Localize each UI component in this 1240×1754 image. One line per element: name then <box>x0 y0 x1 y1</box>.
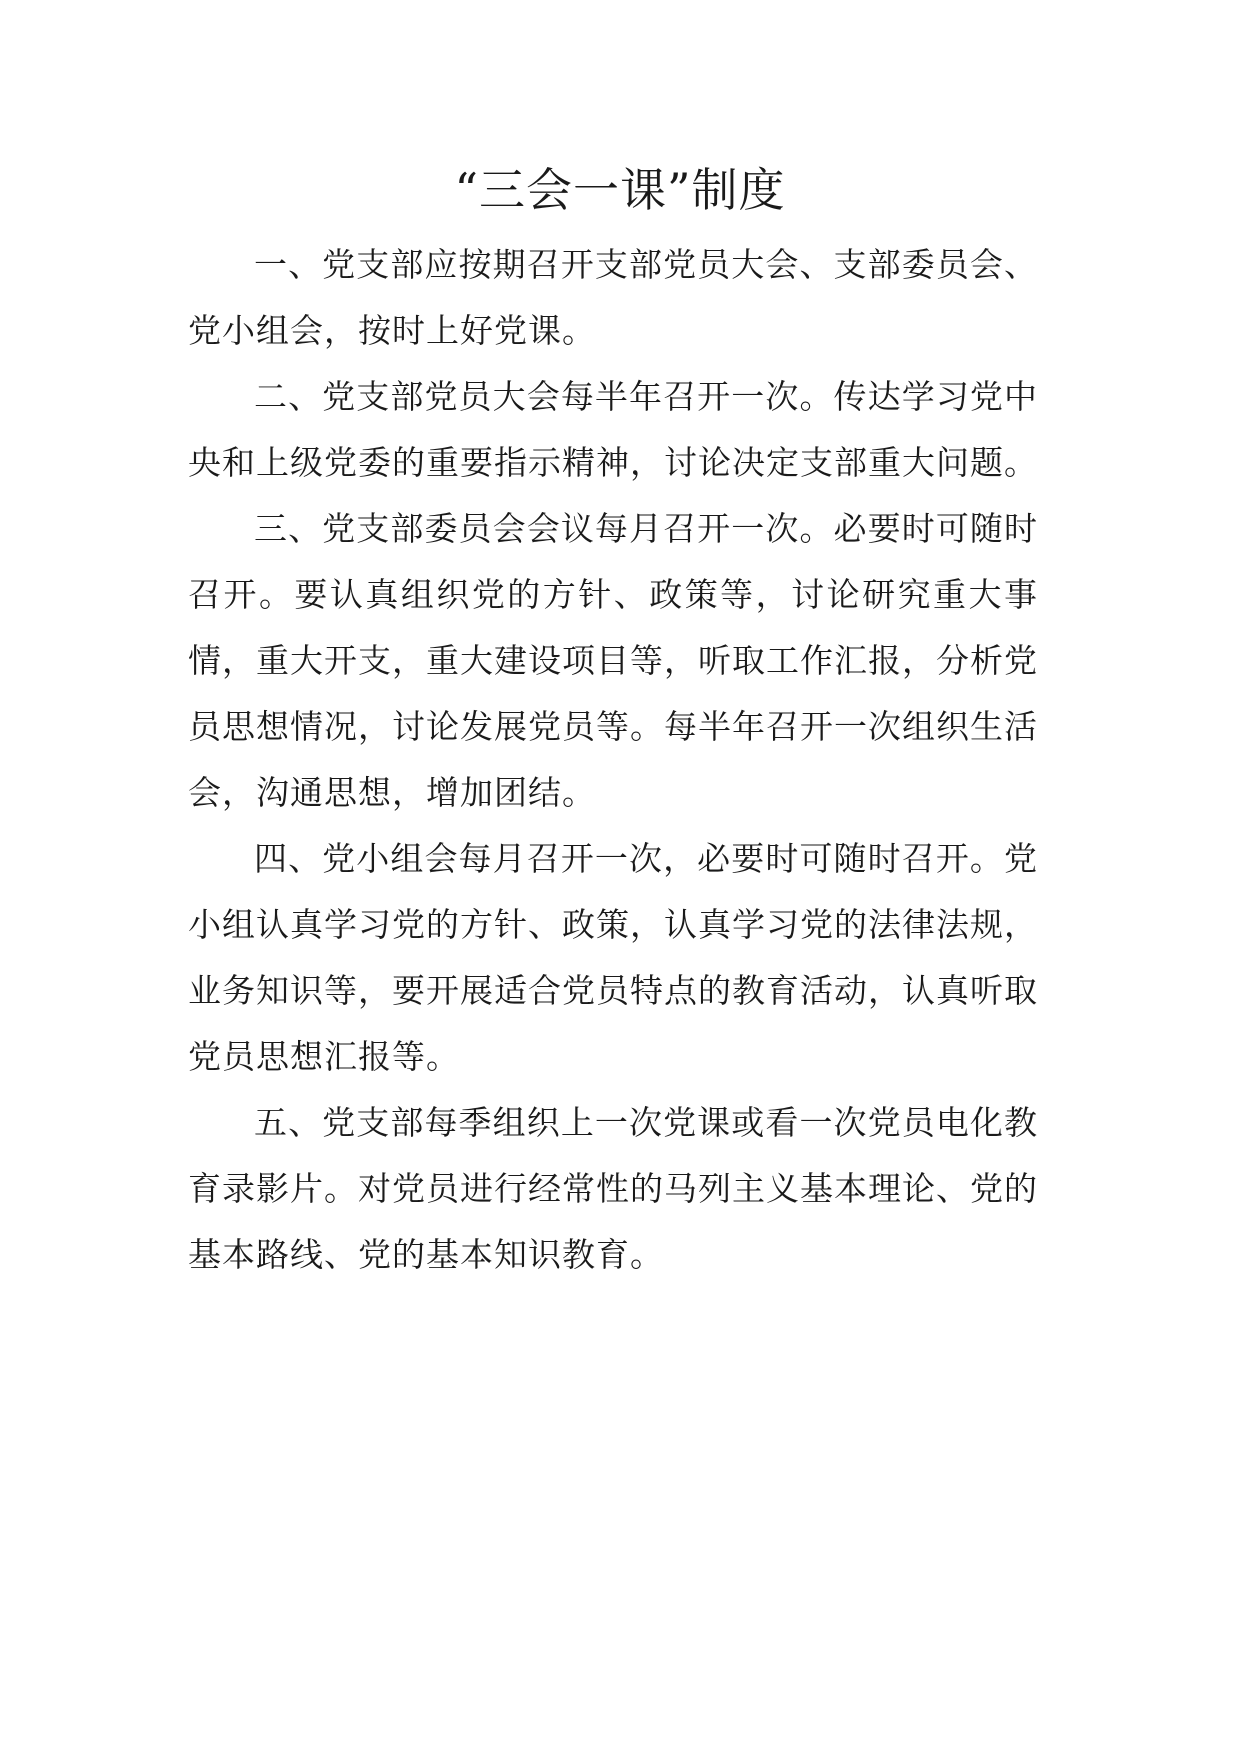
paragraph-1: 一、党支部应按期召开支部党员大会、支部委员会、党小组会，按时上好党课。 <box>188 245 1038 350</box>
document-title: “三会一课”制度 <box>454 163 786 217</box>
paragraph-5: 五、党支部每季组织上一次党课或看一次党员电化教育录影片。对党员进行经常性的马列主义基本理论、党的基本路线、党的基本知识教育。 <box>188 1103 1038 1274</box>
paragraph-2: 二、党支部党员大会每半年召开一次。传达学习党中央和上级党委的重要指示精神，讨论决定支部重大问题。 <box>188 377 1038 482</box>
paragraph-3: 三、党支部委员会会议每月召开一次。必要时可随时召开。要认真组织党的方针、政策等，讨论研究重大事情，重大开支，重大建设项目等，听取工作汇报，分析党员思想情况，讨论发展党员等。每半年召开一次组织生活会，沟通思想，增加团结。 <box>188 509 1038 812</box>
document-body <box>188 232 1038 1288</box>
paragraph-4: 四、党小组会每月召开一次，必要时可随时召开。党小组认真学习党的方针、政策，认真学习党的法律法规，业务知识等，要开展适合党员特点的教育活动，认真听取党员思想汇报等。 <box>188 839 1038 1076</box>
